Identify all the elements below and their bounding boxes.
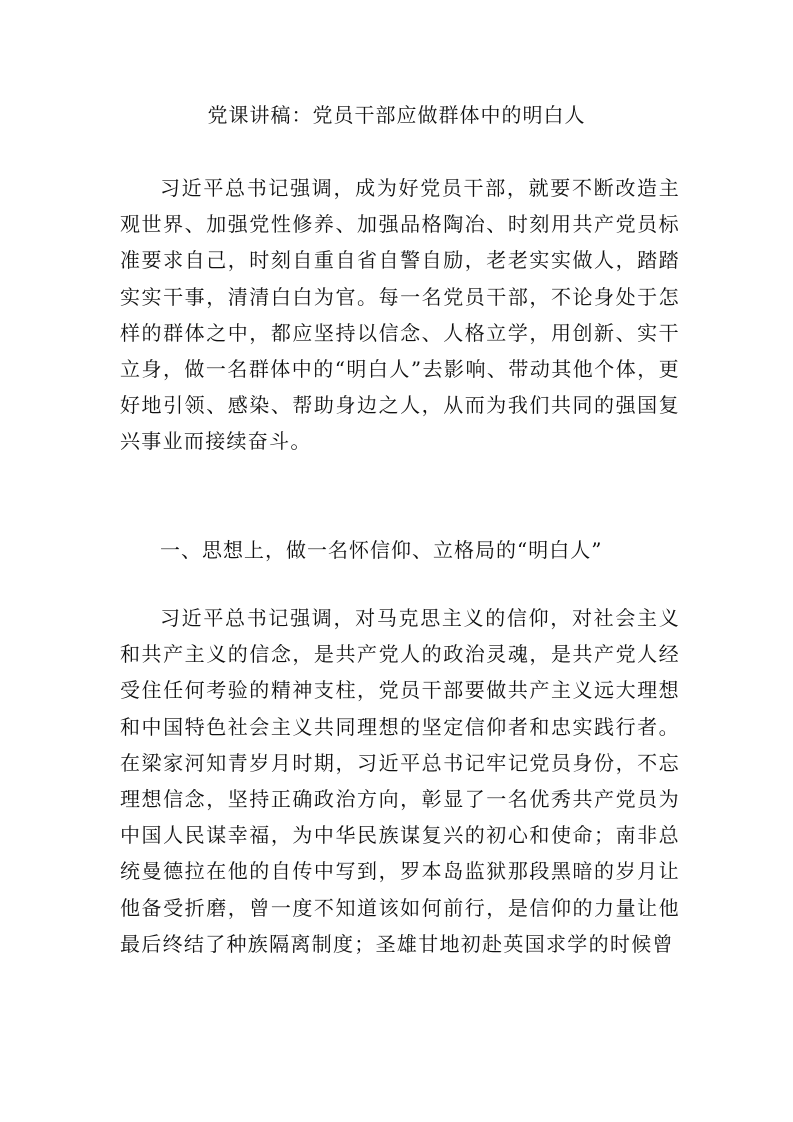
document-title: 党课讲稿：党员干部应做群体中的明白人 (207, 103, 586, 127)
section-heading: 一、思想上，做一名怀信仰、立格局的“明白人” (160, 538, 603, 562)
intro-paragraph: 习近平总书记强调，成为好党员干部，就要不断改造主观世界、加强党性修养、加强品格陶冶、时刻用共产党员标准要求自己，时刻自重自省自警自励，老老实实做人，踏踏实实干事，清清白白为官。每一名党员干部，不论身处于怎样的群体之中，都应坚持以信念、人格立学，用创新、实干立身，做一名群体中的“明白人”去影响、带动其他个体，更好地引领、感染、帮助身边之人，从而为我们共同的强国复兴事业而接续奋斗。 (120, 176, 680, 454)
section-paragraph: 习近平总书记强调，对马克思主义的信仰，对社会主义和共产主义的信念，是共产党人的政治灵魂，是共产党人经受住任何考验的精神支柱，党员干部要做共产主义远大理想和中国特色社会主义共同理想的坚定信仰者和忠实践行者。在梁家河知青岁月时期，习近平总书记牢记党员身份，不忘理想信念，坚持正确政治方向，彰显了一名优秀共产党员为中国人民谋幸福，为中华民族谋复兴的初心和使命；南非总统曼德拉在他的自传中写到，罗本岛监狱那段黑暗的岁月让他备受折磨，曾一度不知道该如何前行，是信仰的力量让他最后终结了种族隔离制度；圣雄甘地初赴英国求学的时候曾 (120, 606, 680, 956)
